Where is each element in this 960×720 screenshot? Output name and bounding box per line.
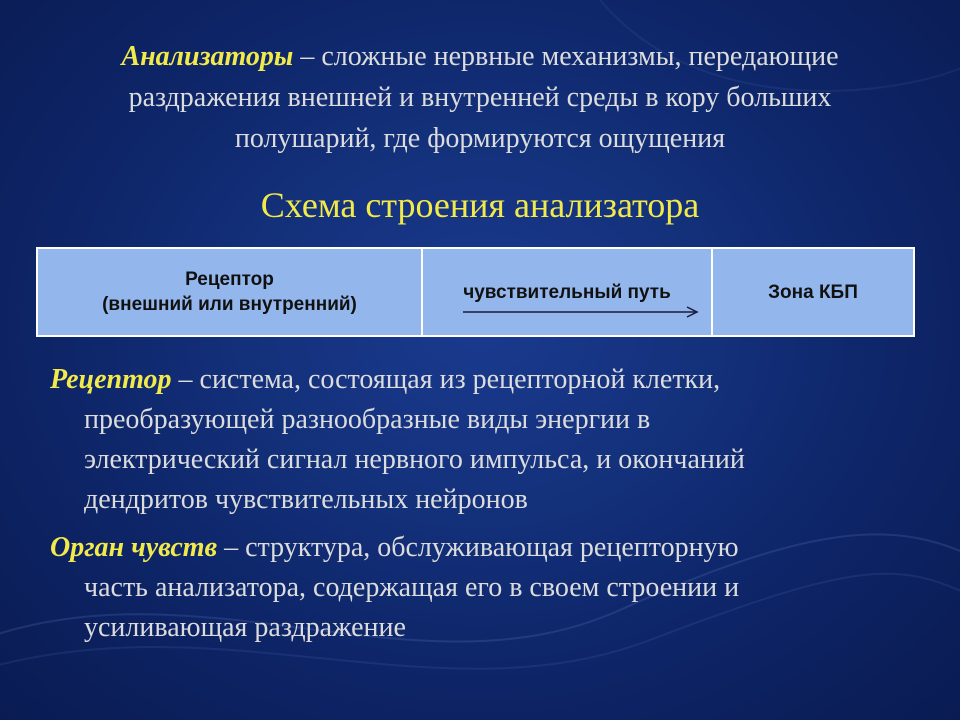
scheme-cell-pathway (423, 249, 713, 335)
definition-sense-organ-term: Орган чувств (50, 532, 218, 563)
intro-definition (40, 36, 920, 159)
definition-receptor-line4: дендритов чувствительных нейронов (84, 484, 528, 515)
definition-receptor-line2: преобразующей разнообразные виды энергии в (84, 404, 651, 435)
definition-sense-organ-line1: – структура, обслуживающая рецепторную (217, 532, 739, 563)
definition-receptor-line3: электрический сигнал нервного импульса, и окончаний (84, 444, 745, 475)
intro-text-line3: полушарий, где формируются ощущения (234, 123, 726, 154)
arrow-right-icon (463, 306, 703, 318)
intro-text-line2: раздражения внешней и внутренней среды в кору больших (128, 82, 832, 113)
scheme-table (36, 247, 915, 337)
definition-receptor-line1: – система, состоящая из рецепторной клетки, (171, 364, 721, 395)
receptor-label: Рецептор (185, 269, 274, 290)
intro-text-line1: сложные нервные механизмы, передающие (321, 41, 839, 72)
definition-sense-organ-line2: часть анализатора, содержащая его в своем строении и (84, 572, 740, 603)
definition-receptor (50, 360, 890, 520)
receptor-sublabel: (внешний или внутренний) (102, 294, 357, 315)
scheme-cell-receptor (38, 249, 423, 335)
scheme-cell-cortex-zone (713, 249, 913, 335)
intro-dash: – (293, 41, 322, 72)
scheme-title: Схема строения анализатора (260, 185, 700, 225)
pathway-label: чувствительный путь (463, 281, 671, 303)
definition-sense-organ-line3: усиливающая раздражение (84, 612, 406, 643)
cortex-zone-label: Зона КБП (768, 281, 858, 303)
definition-sense-organ (50, 528, 890, 648)
definition-receptor-term: Рецептор (50, 364, 172, 395)
intro-term: Анализаторы (121, 41, 294, 72)
